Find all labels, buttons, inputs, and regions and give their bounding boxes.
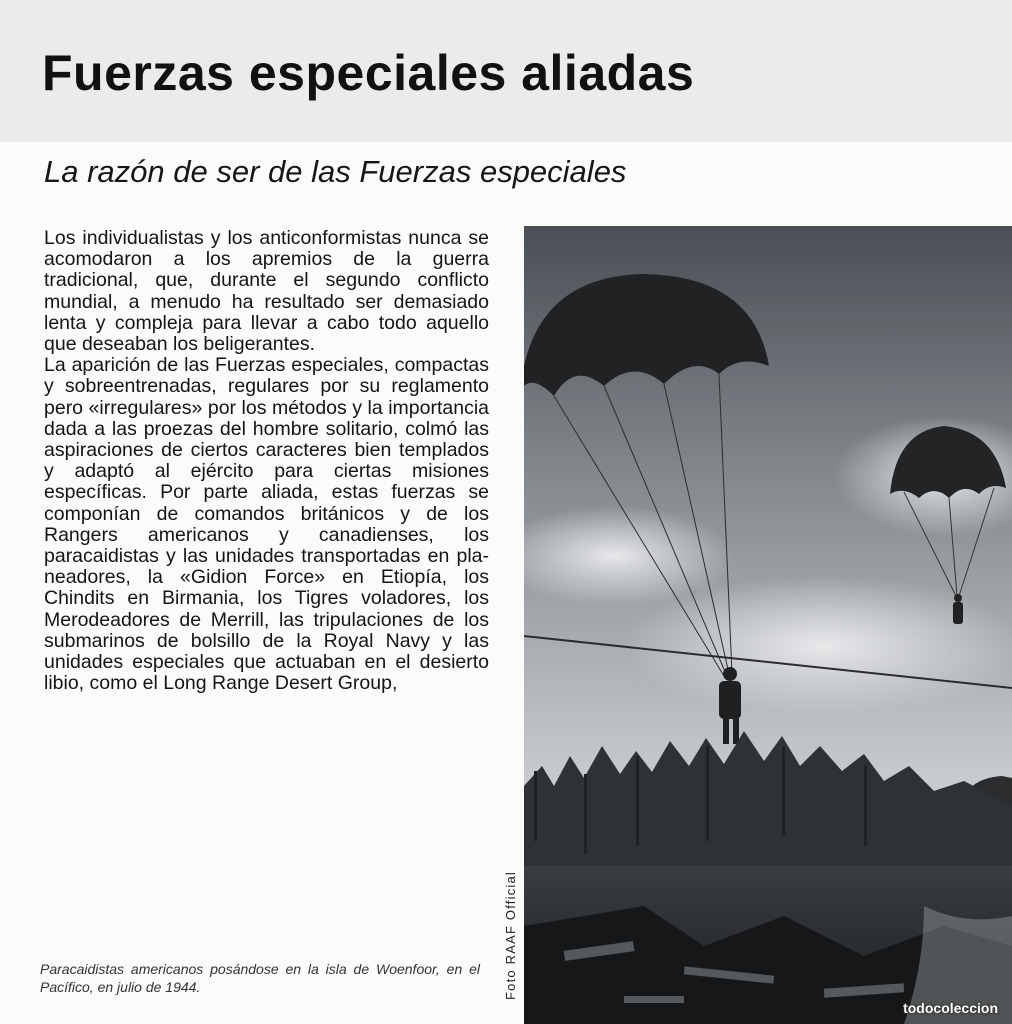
article-paragraph-1: Los individualistas y los anticonformistas nunca se acomodaron a los apremios de la guerra tradicional, que, durante el segundo conflicto mundial, a menudo ha resultado ser demasiado lenta y compleja para llevar a cabo todo aquello que deseaban los beligerantes. xyxy=(44,227,489,356)
page-subtitle: La razón de ser de las Fuerzas especiales xyxy=(44,154,627,189)
paratroopers-photo xyxy=(524,226,1012,1024)
photo-caption: Paracaidistas americanos posándose en la isla de Woenfoor, en el Pacífico, en julio de 1944. xyxy=(40,961,480,995)
photo-credit: Foto RAAF Official xyxy=(503,870,518,1000)
article-body xyxy=(44,228,489,694)
page-title: Fuerzas especiales aliadas xyxy=(42,45,695,101)
article-paragraph-2: La aparición de las Fuerzas especiales, compactas y sobreentrenadas, regulares por su reglamento pero «irregulares» por los métodos y la importancia dada a las proezas del hombre solitario, colmó las aspiraciones de ciertos caracteres bien templados y adaptó al ejército para ciertas misiones específicas. Por parte aliada, estas fuerzas se componían de comandos británicos y de los Rangers americanos y canadienses, los paracaidistas y las unidades transportadas en planeadores, la «Gidion Force» en Etiopía, los Chindits en Birmania, los Tigres voladores, los Merodeadores de Merrill, las tripulaciones de los submarinos de bolsillo de la Royal Navy y las unidades especiales que actuaban en el desierto libio, como el Long Range Desert Group, xyxy=(44,354,489,695)
watermark-logo: todocoleccion xyxy=(903,1000,998,1016)
